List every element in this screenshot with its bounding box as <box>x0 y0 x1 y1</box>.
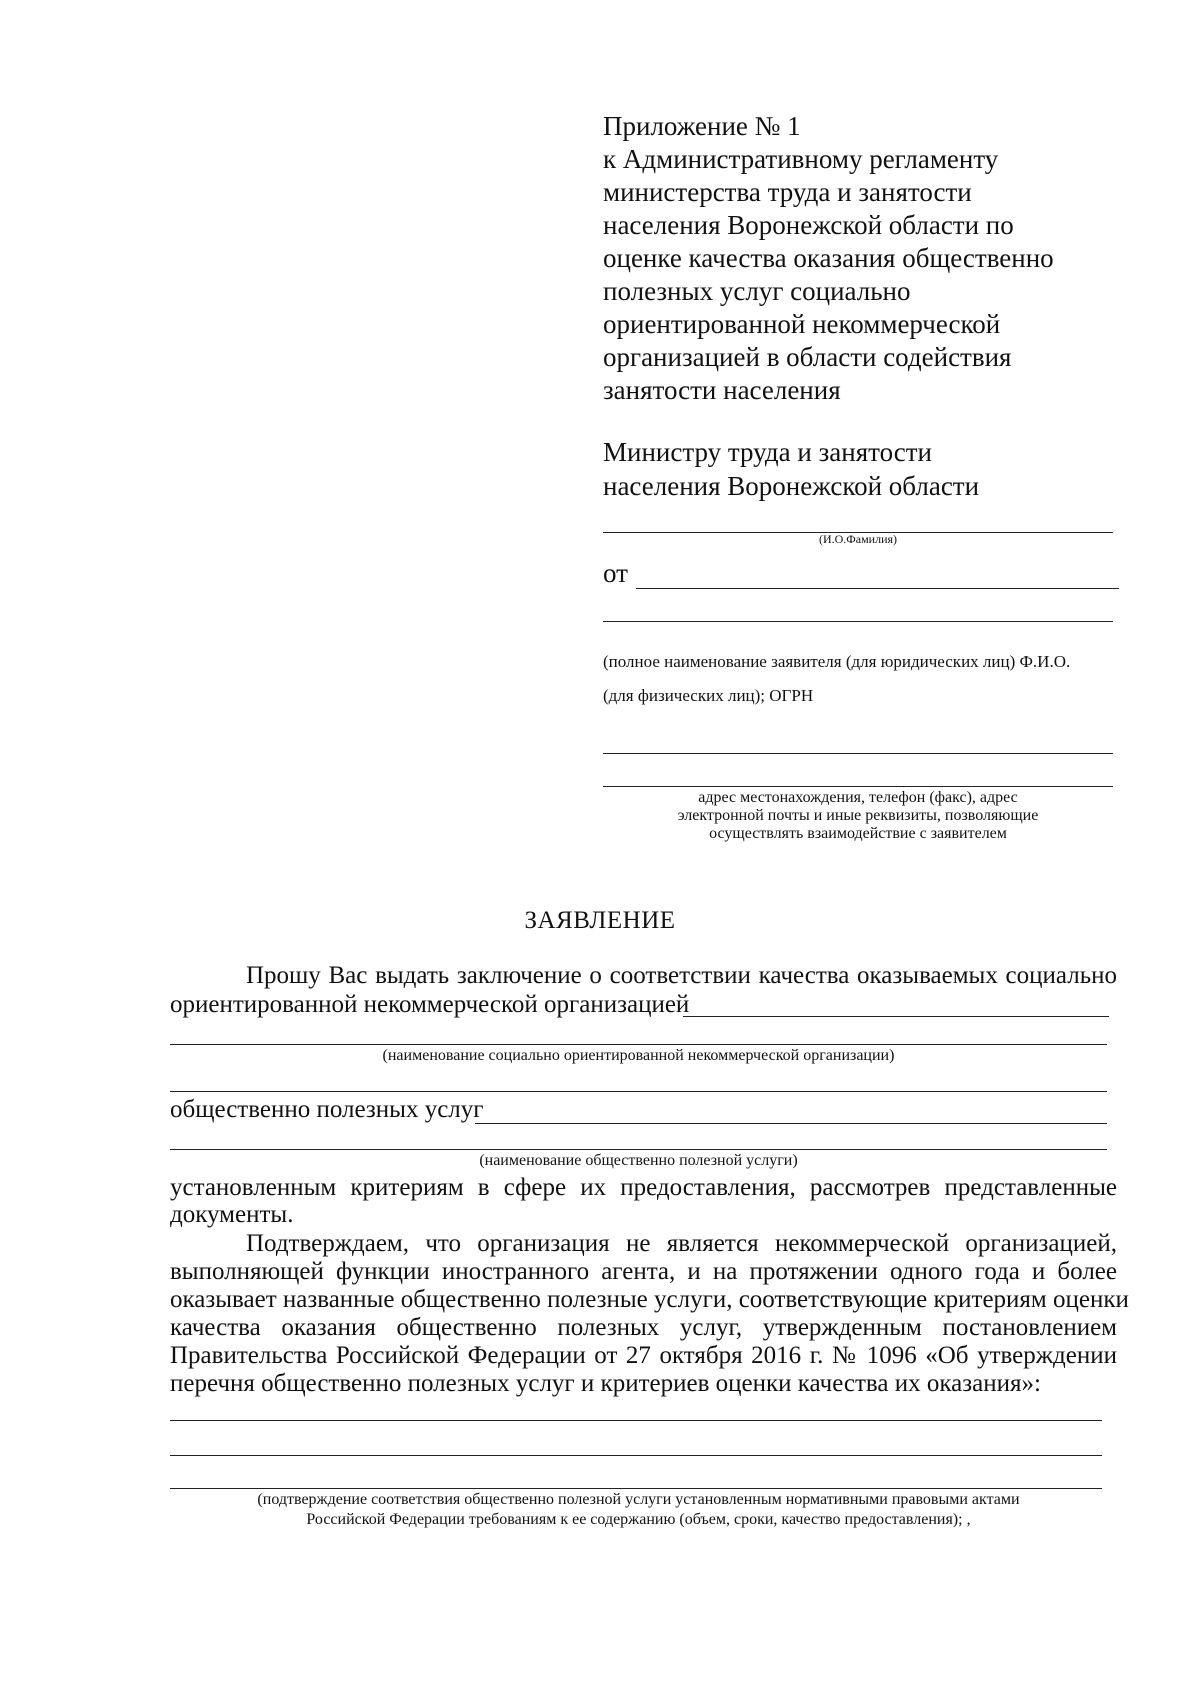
service-caption: (наименование общественно полезной услуги) <box>479 1152 798 1169</box>
org-blank-line[interactable] <box>683 1016 1109 1017</box>
annex-line: организацией в области содействия <box>603 342 1012 372</box>
address-caption: адрес местонахождения, телефон (факс), адрес <box>698 789 1018 806</box>
applicant-caption: (полное наименование заявителя (для юридических лиц) Ф.И.О. <box>603 652 1071 671</box>
org-blank-line[interactable] <box>170 1044 1107 1045</box>
statement-title: ЗАЯВЛЕНИЕ <box>524 907 676 934</box>
paragraph-line: перечня общественно полезных услуг и критериев оценки качества их оказания»: <box>170 1370 1041 1397</box>
paragraph-line: установленным критериям в сфере их предоставления, рассмотрев представленные <box>170 1174 1117 1201</box>
applicant-caption: (для физических лиц); ОГРН <box>603 686 814 705</box>
services-label: общественно полезных услуг <box>170 1096 484 1123</box>
address-caption: электронной почты и иные реквизиты, позволяющие <box>677 807 1039 824</box>
address-blank-line[interactable] <box>603 753 1113 754</box>
address-caption: осуществлять взаимодействие с заявителем <box>709 825 1007 842</box>
org-blank-line[interactable] <box>170 1091 1107 1092</box>
paragraph-line: оказывает названные общественно полезные услуги, соответствующие критериям оценки <box>170 1286 1129 1313</box>
paragraph-line: Прошу Вас выдать заключение о соответствии качества оказываемых социально <box>246 962 1117 989</box>
service-blank-line[interactable] <box>170 1149 1107 1150</box>
paragraph-line: качества оказания общественно полезных услуг, утвержденным постановлением <box>170 1314 1117 1341</box>
paragraph-line: выполняющей функции иностранного агента, и на протяжении одного года и более <box>170 1258 1117 1285</box>
confirm-caption: (подтверждение соответствия общественно полезной услуги установленным нормативными правовыми актами <box>257 1491 1020 1508</box>
annex-line: Приложение № 1 <box>603 111 801 141</box>
confirm-caption: Российской Федерации требованиям к ее содержанию (объем, сроки, качество предоставления); , <box>306 1511 971 1528</box>
annex-line: оценке качества оказания общественно <box>603 243 1054 273</box>
from-blank-line[interactable] <box>636 588 1119 589</box>
annex-line: занятости населения <box>603 375 841 405</box>
paragraph-line: документы. <box>170 1201 294 1228</box>
from-label: от <box>603 558 628 588</box>
confirm-blank-line[interactable] <box>170 1420 1102 1421</box>
annex-line: населения Воронежской области по <box>603 210 1014 240</box>
confirm-blank-line[interactable] <box>170 1455 1102 1456</box>
org-caption: (наименование социально ориентированной некоммерческой организации) <box>382 1047 895 1064</box>
address-blank-line[interactable] <box>603 786 1113 787</box>
paragraph-line: ориентированной некоммерческой организацией <box>170 991 690 1018</box>
name-caption: (И.О.Фамилия) <box>818 532 898 546</box>
annex-line: полезных услуг социально <box>603 276 911 306</box>
annex-line: министерства труда и занятости <box>603 177 972 207</box>
annex-line: к Административному регламенту <box>603 144 999 174</box>
annex-line: ориентированной некоммерческой <box>603 309 1001 339</box>
addressee-line: Министру труда и занятости <box>603 437 932 467</box>
paragraph-line: Подтверждаем, что организация не является некоммерческой организацией, <box>246 1230 1117 1257</box>
applicant-blank-line[interactable] <box>603 621 1113 622</box>
addressee-line: населения Воронежской области <box>603 471 980 501</box>
paragraph-line: Правительства Российской Федерации от 27 октября 2016 г. № 1096 «Об утверждении <box>170 1342 1117 1369</box>
confirm-blank-line[interactable] <box>170 1488 1102 1489</box>
service-blank-line[interactable] <box>475 1123 1107 1124</box>
